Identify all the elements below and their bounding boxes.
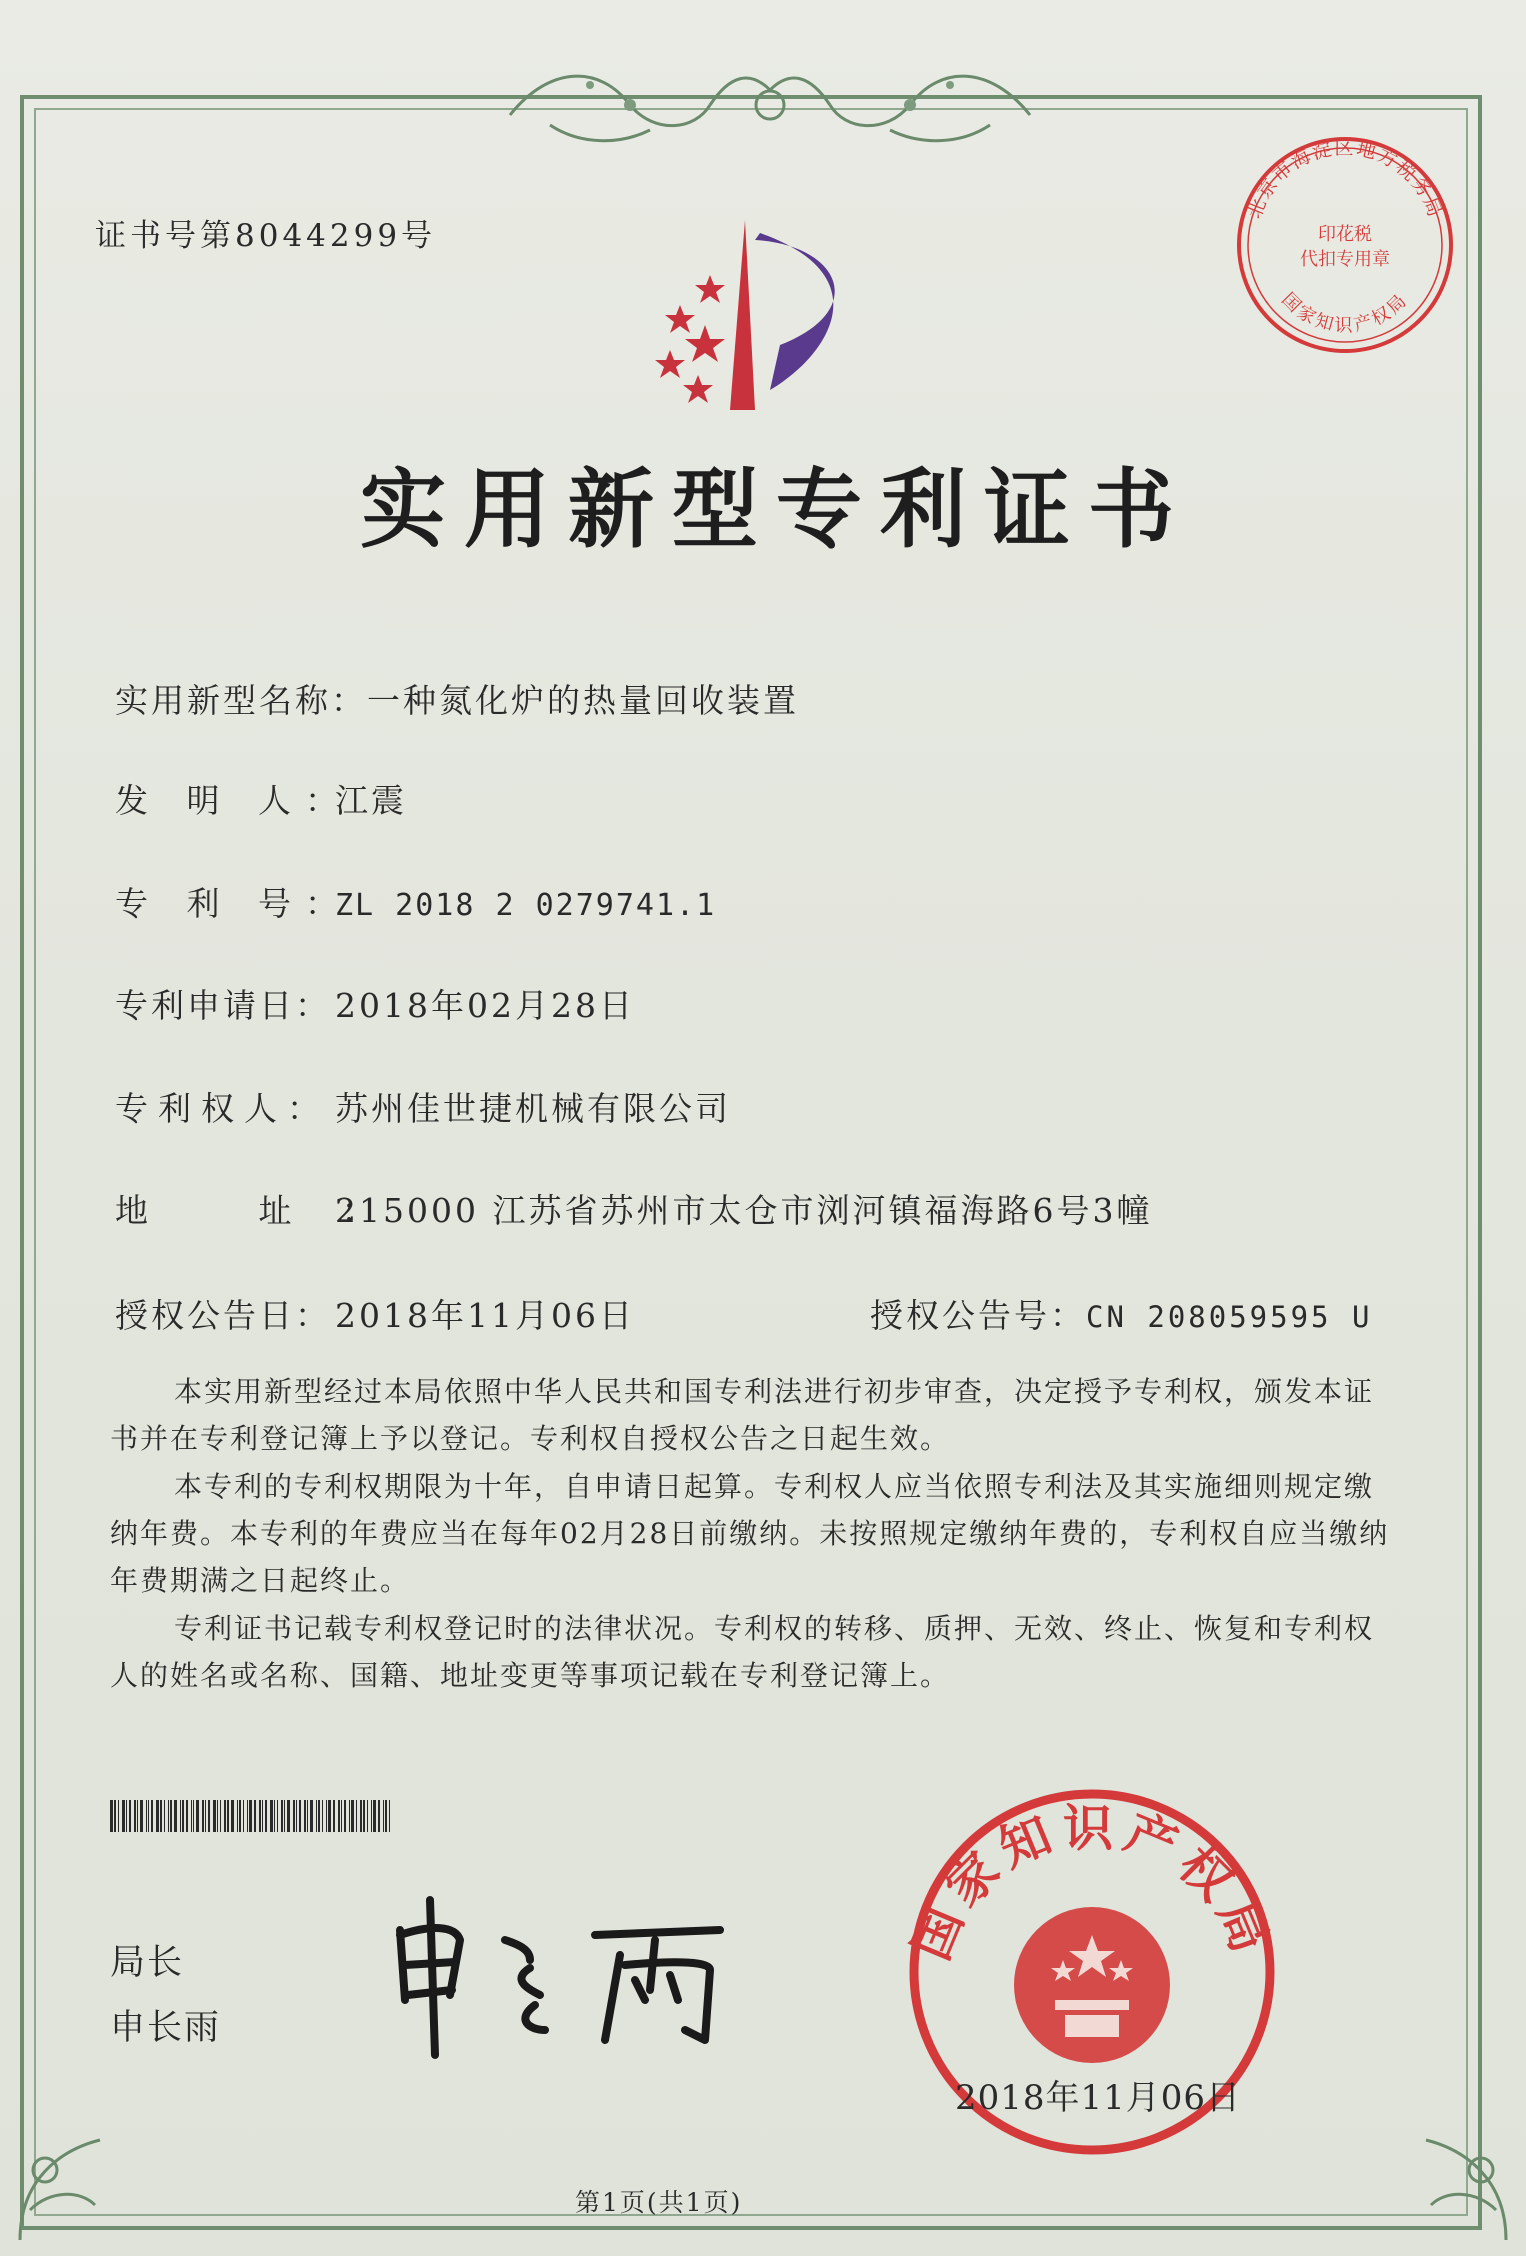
seal-date: 2018年11月06日: [955, 2078, 1242, 2118]
barcode-bar: [160, 1800, 162, 1832]
barcode-bar: [146, 1800, 147, 1832]
barcode-bar: [227, 1800, 229, 1832]
barcode-bar: [254, 1800, 256, 1832]
barcode-bar: [134, 1800, 136, 1832]
barcode-bar: [281, 1800, 283, 1832]
barcode-bar: [287, 1800, 290, 1832]
barcode-bar: [196, 1800, 199, 1832]
barcode-bar: [156, 1800, 159, 1832]
barcode-bar: [385, 1800, 387, 1832]
barcode-bar: [231, 1800, 234, 1832]
address-value: 215000 江苏省苏州市太仓市浏河镇福海路6号3幢: [335, 1191, 1153, 1230]
body-paragraph-1: 本实用新型经过本局依照中华人民共和国专利法进行初步审查，决定授予专利权，颁发本证书并在专利登记簿上予以登记。专利权自授权公告之日起生效。: [110, 1375, 1375, 1455]
utility-model-name-label: 实用新型名称：: [115, 681, 367, 720]
filing-date-value: 2018年02月28日: [335, 986, 635, 1025]
barcode-bar: [114, 1800, 116, 1832]
barcode-bar: [299, 1800, 301, 1832]
filing-date-label: 专利申请日：: [115, 986, 331, 1025]
barcode-bar: [151, 1800, 153, 1832]
field-patent-number: [115, 878, 716, 925]
tax-seal-center-2: 代扣专用章: [1300, 249, 1390, 270]
barcode-bar: [239, 1800, 241, 1832]
barcode-bar: [371, 1800, 372, 1832]
barcode-bar: [270, 1800, 273, 1832]
barcode-bar: [259, 1800, 261, 1832]
barcode-bar: [310, 1800, 313, 1832]
barcode-bar: [224, 1800, 226, 1832]
patentee-value: 苏州佳世捷机械有限公司: [335, 1089, 731, 1128]
barcode-bar: [293, 1800, 295, 1832]
barcode-bar: [363, 1800, 365, 1832]
handwritten-signature: [380, 1890, 760, 2070]
barcode-bar: [164, 1800, 165, 1832]
barcode-bar: [333, 1800, 335, 1832]
seal-ring-text: 国家知识产权局: [905, 1799, 1280, 1968]
grant-number-value: CN 208059595 U: [1086, 1300, 1373, 1334]
barcode-bar: [217, 1800, 218, 1832]
certificate-number: 证书号第8044299号: [95, 218, 437, 254]
barcode-bar: [274, 1800, 275, 1832]
barcode-bar: [140, 1800, 143, 1832]
address-label: 地 址：: [115, 1191, 425, 1230]
barcode-bar: [247, 1800, 248, 1832]
barcode-bar: [168, 1800, 169, 1832]
barcode-bar: [307, 1800, 308, 1832]
barcode-bar: [341, 1800, 342, 1832]
barcode-bar: [220, 1800, 221, 1832]
barcode-bar: [304, 1800, 306, 1832]
barcode-bar: [249, 1800, 252, 1832]
bottom-left-ornament: [0, 2040, 130, 2256]
cnipa-logo-icon: [630, 215, 890, 415]
patent-number-label: 专 利 号：: [115, 884, 352, 923]
barcode-bar: [174, 1800, 177, 1832]
field-patentee: [115, 1083, 731, 1130]
field-grant-date: [115, 1290, 635, 1337]
barcode-bar: [213, 1800, 216, 1832]
barcode-bar: [170, 1800, 172, 1832]
barcode-bar: [243, 1800, 244, 1832]
field-utility-model-name: [115, 675, 799, 722]
inventor-label: 发 明 人：: [115, 781, 352, 820]
barcode-bar: [193, 1800, 194, 1832]
barcode-bar: [118, 1800, 119, 1832]
barcode-bar: [351, 1800, 354, 1832]
barcode-bar: [208, 1800, 210, 1832]
barcode-bar: [360, 1800, 362, 1832]
barcode-bar: [349, 1800, 350, 1832]
barcode: [110, 1800, 542, 1832]
barcode-bar: [367, 1800, 368, 1832]
svg-text:北京市海淀区地方税务局: [1243, 137, 1446, 221]
director-role: 局长: [110, 1943, 185, 1983]
barcode-bar: [383, 1800, 384, 1832]
barcode-bar: [110, 1800, 113, 1832]
certificate-title: 实用新型专利证书: [360, 459, 1192, 560]
barcode-bar: [373, 1800, 376, 1832]
director-name: 申长雨: [110, 2008, 222, 2048]
barcode-bar: [129, 1800, 131, 1832]
barcode-bar: [328, 1800, 331, 1832]
barcode-bar: [205, 1800, 206, 1832]
barcode-bar: [296, 1800, 297, 1832]
field-address: [115, 1185, 1152, 1232]
tax-seal-center-1: 印花税: [1318, 224, 1372, 245]
barcode-bar: [191, 1800, 192, 1832]
tax-seal: [1230, 130, 1460, 360]
barcode-bar: [262, 1800, 263, 1832]
barcode-bar: [344, 1800, 346, 1832]
barcode-bar: [137, 1800, 138, 1832]
barcode-bar: [186, 1800, 188, 1832]
patentee-label: 专利权人：: [115, 1089, 330, 1128]
barcode-bar: [389, 1800, 390, 1832]
barcode-bar: [265, 1800, 267, 1832]
barcode-bar: [237, 1800, 238, 1832]
barcode-bar: [356, 1800, 357, 1832]
grant-date-label: 授权公告日：: [115, 1296, 331, 1335]
barcode-bar: [122, 1800, 125, 1832]
barcode-bar: [316, 1800, 317, 1832]
barcode-bar: [322, 1800, 323, 1832]
tax-seal-ring-text: 北京市海淀区地方税务局: [1243, 137, 1447, 222]
field-filing-date: [115, 980, 635, 1027]
barcode-bar: [284, 1800, 285, 1832]
body-paragraph-3: 专利证书记载专利权登记时的法律状况。专利权的转移、质押、无效、终止、恢复和专利权人的姓名或名称、国籍、地址变更等事项记载在专利登记簿上。: [110, 1612, 1375, 1692]
patent-number-value: ZL 2018 2 0279741.1: [335, 888, 717, 923]
page-footer: 第1页(共1页): [575, 2188, 743, 2217]
field-inventor: [115, 775, 407, 822]
barcode-bar: [338, 1800, 340, 1832]
barcode-bar: [182, 1800, 184, 1832]
top-ornament: [490, 45, 1050, 155]
grant-number-label: 授权公告号：: [870, 1296, 1086, 1335]
barcode-bar: [326, 1800, 327, 1832]
body-paragraph-2: 本专利的专利权期限为十年，自申请日起算。专利权人应当依照专利法及其实施细则规定缴纳年费。本专利的年费应当在每年02月28日前缴纳。未按照规定缴纳年费的，专利权自应当缴纳年费期满之日起终止。: [110, 1470, 1390, 1597]
tax-seal-bottom-text: 国家知识产权局: [1277, 288, 1413, 337]
barcode-bar: [277, 1800, 278, 1832]
barcode-bar: [126, 1800, 127, 1832]
utility-model-name-value: 一种氮化炉的热量回收装置: [367, 681, 799, 720]
bottom-right-ornament: [1396, 2040, 1526, 2256]
barcode-bar: [378, 1800, 380, 1832]
barcode-bar: [202, 1800, 204, 1832]
grant-date-value: 2018年11月06日: [335, 1296, 635, 1335]
barcode-bar: [180, 1800, 181, 1832]
barcode-bar: [318, 1800, 320, 1832]
inventor-value: 江震: [335, 781, 407, 820]
field-grant-number: [870, 1290, 1372, 1337]
barcode-bar: [148, 1800, 149, 1832]
